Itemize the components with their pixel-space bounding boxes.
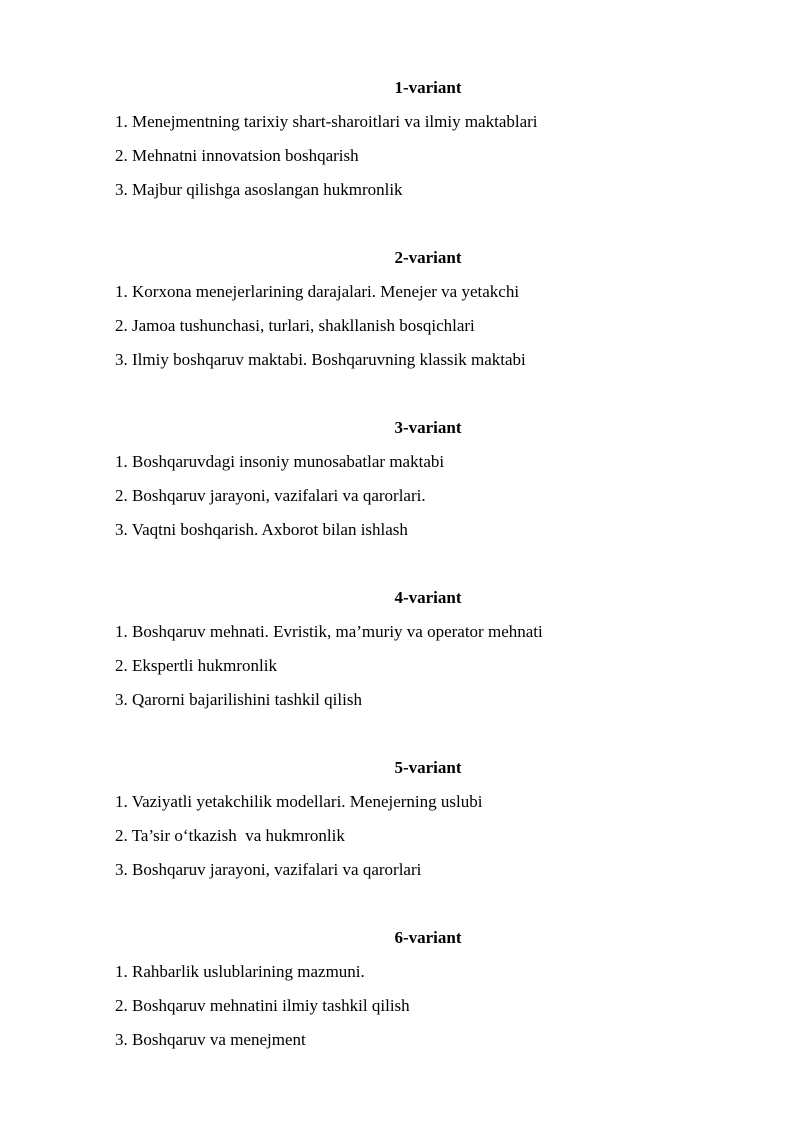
- question-item: 1. Vaziyatli yetakchilik modellari. Menejerning uslubi: [115, 792, 483, 811]
- question-item: 2. Ekspertli hukmronlik: [115, 656, 277, 675]
- variant-title: 6-variant: [394, 928, 462, 947]
- variant-title: 4-variant: [394, 588, 462, 607]
- question-item: 3. Majbur qilishga asoslangan hukmronlik: [115, 180, 403, 199]
- question-item: 2. Ta’sir o‘tkazish va hukmronlik: [115, 826, 345, 845]
- question-item: 1. Menejmentning tarixiy shart-sharoitlari va ilmiy maktablari: [115, 112, 538, 131]
- question-item: 2. Mehnatni innovatsion boshqarish: [115, 146, 359, 165]
- question-item: 1. Rahbarlik uslublarining mazmuni.: [115, 962, 365, 981]
- question-item: 3. Vaqtni boshqarish. Axborot bilan ishlash: [115, 520, 408, 539]
- question-item: 3. Boshqaruv va menejment: [115, 1030, 306, 1049]
- question-item: 3. Ilmiy boshqaruv maktabi. Boshqaruvning klassik maktabi: [115, 350, 526, 369]
- question-item: 2. Jamoa tushunchasi, turlari, shakllanish bosqichlari: [115, 316, 475, 335]
- variant-title: 3-variant: [394, 418, 462, 437]
- question-item: 3. Boshqaruv jarayoni, vazifalari va qarorlari: [115, 860, 422, 879]
- question-item: 2. Boshqaruv jarayoni, vazifalari va qarorlari.: [115, 486, 426, 505]
- question-item: 1. Boshqaruv mehnati. Evristik, ma’muriy va operator mehnati: [115, 622, 543, 641]
- question-item: 1. Boshqaruvdagi insoniy munosabatlar maktabi: [115, 452, 445, 471]
- question-item: 3. Qarorni bajarilishini tashkil qilish: [115, 690, 362, 709]
- variant-title: 2-variant: [394, 248, 462, 267]
- question-item: 1. Korxona menejerlarining darajalari. Menejer va yetakchi: [115, 282, 520, 301]
- variant-title: 5-variant: [394, 758, 462, 777]
- question-item: 2. Boshqaruv mehnatini ilmiy tashkil qilish: [115, 996, 410, 1015]
- variant-title: 1-variant: [394, 78, 462, 97]
